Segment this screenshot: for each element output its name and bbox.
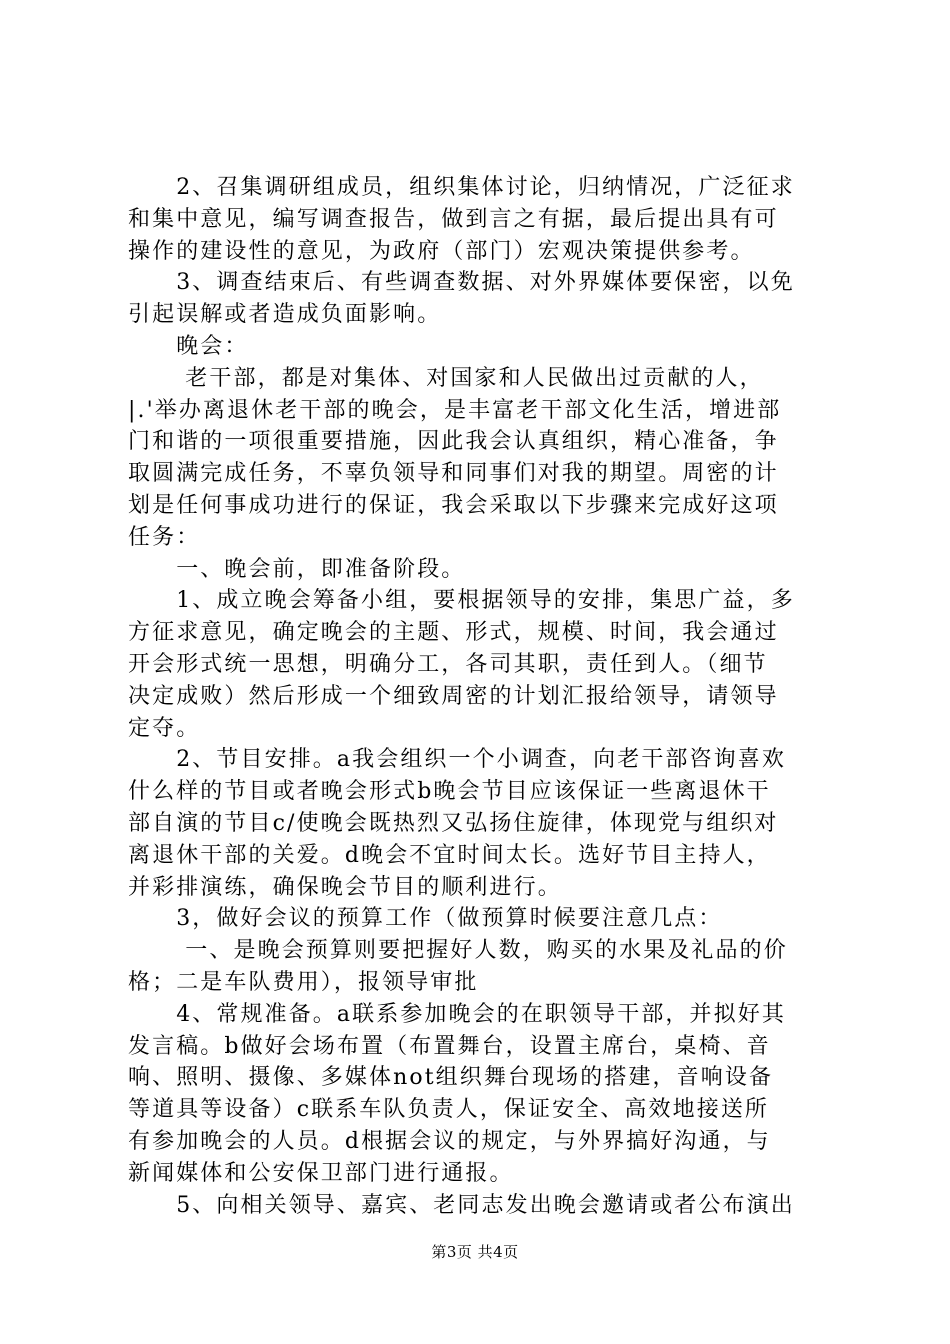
text-line: 新闻媒体和公安保卫部门进行通报。 xyxy=(128,1160,514,1186)
text-line: 开会形式统一思想，明确分工，各司其职，责任到人。（细节 xyxy=(128,651,768,677)
page-number-footer: 第3页 共4页 xyxy=(431,1243,519,1261)
text-line: 1、成立晚会筹备小组，要根据领导的安排，集思广益，多 xyxy=(128,588,795,614)
text-line: 取圆满完成任务，不辜负领导和同事们对我的期望。周密的计 xyxy=(128,461,779,487)
text-line: |.'举办离退休老干部的晚会，是丰富老干部文化生活，增进部 xyxy=(128,397,782,423)
section-heading: 晚会： xyxy=(128,333,249,359)
text-line: 有参加晚会的人员。d根据会议的规定，与外界搞好沟通，与 xyxy=(128,1128,771,1154)
text-line: 决定成败）然后形成一个细致周密的计划汇报给领导，请领导 xyxy=(128,683,779,709)
text-line: 引起误解或者造成负面影响。 xyxy=(128,302,442,328)
text-line: 一、是晚会预算则要把握好人数，购买的水果及礼品的价 xyxy=(128,938,788,964)
text-line: 门和谐的一项很重要措施，因此我会认真组织，精心准备，争 xyxy=(128,429,779,455)
text-line: 和集中意见，编写调查报告，做到言之有据，最后提出具有可 xyxy=(128,206,779,232)
text-line: 3、调查结束后、有些调查数据、对外界媒体要保密，以免 xyxy=(128,270,795,296)
text-line: 5、向相关领导、嘉宾、老同志发出晚会邀请或者公布演出 xyxy=(128,1192,795,1218)
text-line: 部自演的节目c/使晚会既热烈又弘扬住旋律，体现党与组织对 xyxy=(128,810,779,836)
text-line: 什么样的节目或者晚会形式b晚会节目应该保证一些离退休干 xyxy=(128,779,771,805)
text-line: 老干部，都是对集体、对国家和人民做出过贡献的人， xyxy=(128,365,764,391)
text-line: 格；二是车队费用），报领导审批 xyxy=(128,969,479,995)
text-line: 等道具等设备）c联系车队负责人，保证安全、高效地接送所 xyxy=(128,1097,770,1123)
text-line: 2、召集调研组成员，组织集体讨论，归纳情况，广泛征求 xyxy=(128,175,795,200)
text-line: 3，做好会议的预算工作（做预算时候要注意几点： xyxy=(128,906,723,932)
text-line: 离退休干部的关爱。d晚会不宜时间太长。选好节目主持人， xyxy=(128,842,771,868)
text-line: 发言稿。b做好会场布置（布置舞台，设置主席台，桌椅、音 xyxy=(128,1033,771,1059)
text-line: 4、常规准备。a联系参加晚会的在职领导干部，并拟好其 xyxy=(128,1001,786,1027)
text-line: 响、照明、摄像、多媒体not组织舞台现场的搭建，音响设备 xyxy=(128,1065,774,1091)
text-line: 2、节目安排。a我会组织一个小调查，向老干部咨询喜欢 xyxy=(128,747,786,773)
text-line: 定夺。 xyxy=(128,715,201,741)
text-line: 操作的建设性的意见，为政府（部门）宏观决策提供参考。 xyxy=(128,238,755,264)
text-line: 划是任何事成功进行的保证，我会采取以下步骤来完成好这项 xyxy=(128,492,779,518)
text-line: 方征求意见，确定晚会的主题、形式，规模、时间，我会通过 xyxy=(128,620,779,646)
document-body xyxy=(128,172,828,1221)
text-line: 并彩排演练，确保晚会节目的顺利进行。 xyxy=(128,874,562,900)
section-heading: 一、晚会前，即准备阶段。 xyxy=(128,556,466,582)
text-line: 任务： xyxy=(128,524,201,550)
